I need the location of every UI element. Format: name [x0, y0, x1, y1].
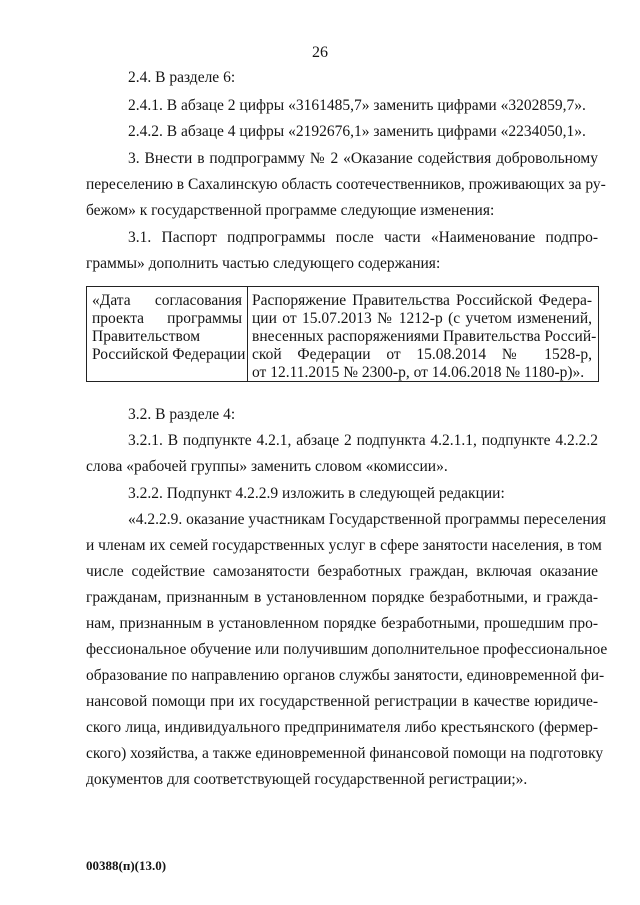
- page-number: 26: [312, 44, 328, 61]
- section-3-2-2: 3.2.2. Подпункт 4.2.2.9 изложить в следующей редакции:: [128, 485, 505, 502]
- section-3-2-1-line-2: слова «рабочей группы» заменить словом «комиссии».: [86, 458, 448, 475]
- table-left-line-1: «Дата согласования: [92, 292, 242, 309]
- quote-line-2: и членам их семей государственных услуг в сфере занятости населения, в том: [86, 537, 602, 554]
- table-left-line-3: Правительством: [92, 328, 201, 345]
- quote-line-1: «4.2.2.9. оказание участникам Государственной программы переселения: [128, 511, 607, 528]
- section-2-4-1: 2.4.1. В абзаце 2 цифры «3161485,7» заменить цифрами «3202859,7».: [128, 97, 586, 114]
- section-3-1-line-1: 3.1. Паспорт подпрограммы после части «Наименование подпро-: [128, 229, 598, 246]
- quote-line-8: нансовой помощи при их государственной регистрации в качестве юридиче-: [86, 693, 598, 710]
- quote-line-5: нам, признанным в установленном порядке безработными, прошедшим про-: [86, 615, 598, 632]
- section-3-1-line-2: граммы» дополнить частью следующего содержания:: [86, 255, 441, 272]
- section-3-2-heading: 3.2. В разделе 4:: [128, 406, 236, 423]
- section-3-2-1-line-1: 3.2.1. В подпункте 4.2.1, абзаце 2 подпункта 4.2.1.1, подпункте 4.2.2.2: [128, 432, 598, 449]
- table-right-line-1: Распоряжение Правительства Российской Федера-: [252, 292, 592, 309]
- table-right-line-4: ской Федерации от 15.08.2014 № 1528-р,: [252, 346, 592, 363]
- table-right-line-3: внесенных распоряжениями Правительства Россий-: [252, 328, 597, 345]
- quote-line-9: ского лица, индивидуального предпринимателя либо крестьянского (фермер-: [86, 719, 598, 736]
- section-3-line-2: переселению в Сахалинскую область соотечественников, проживающих за ру-: [86, 176, 606, 193]
- table-left-line-2: проекта программы: [92, 310, 242, 327]
- table-right-line-2: ции от 15.07.2013 № 1212-р (с учетом изменений,: [252, 310, 592, 327]
- quote-line-7: образование по направлению органов службы занятости, единовременной фи-: [86, 667, 605, 684]
- table-right-line-5: от 12.11.2015 № 2300-р, от 14.06.2018 № 1180-р)».: [252, 364, 585, 381]
- passport-table: [86, 286, 599, 382]
- table-left-line-4: Российской Федерации: [92, 346, 246, 363]
- section-2-4-2: 2.4.2. В абзаце 4 цифры «2192676,1» заменить цифрами «2234050,1».: [128, 123, 586, 140]
- quote-line-10: ского) хозяйства, а также единовременной финансовой помощи на подготовку: [86, 745, 604, 762]
- section-3-line-3: бежом» к государственной программе следующие изменения:: [86, 202, 495, 219]
- document-code: 00388(п)(13.0): [86, 858, 167, 873]
- quote-line-3: числе содействие самозанятости безработных граждан, включая оказание: [86, 563, 598, 580]
- table-column-divider: [247, 287, 248, 381]
- quote-line-6: фессиональное обучение или получившим дополнительное профессиональное: [86, 641, 608, 658]
- section-2-4-heading: 2.4. В разделе 6:: [128, 69, 236, 86]
- quote-line-11: документов для соответствующей государственной регистрации;».: [86, 771, 528, 788]
- section-3-line-1: 3. Внести в подпрограмму № 2 «Оказание содействия добровольному: [128, 150, 598, 167]
- quote-line-4: гражданам, признанным в установленном порядке безработными, и гражда-: [86, 589, 598, 606]
